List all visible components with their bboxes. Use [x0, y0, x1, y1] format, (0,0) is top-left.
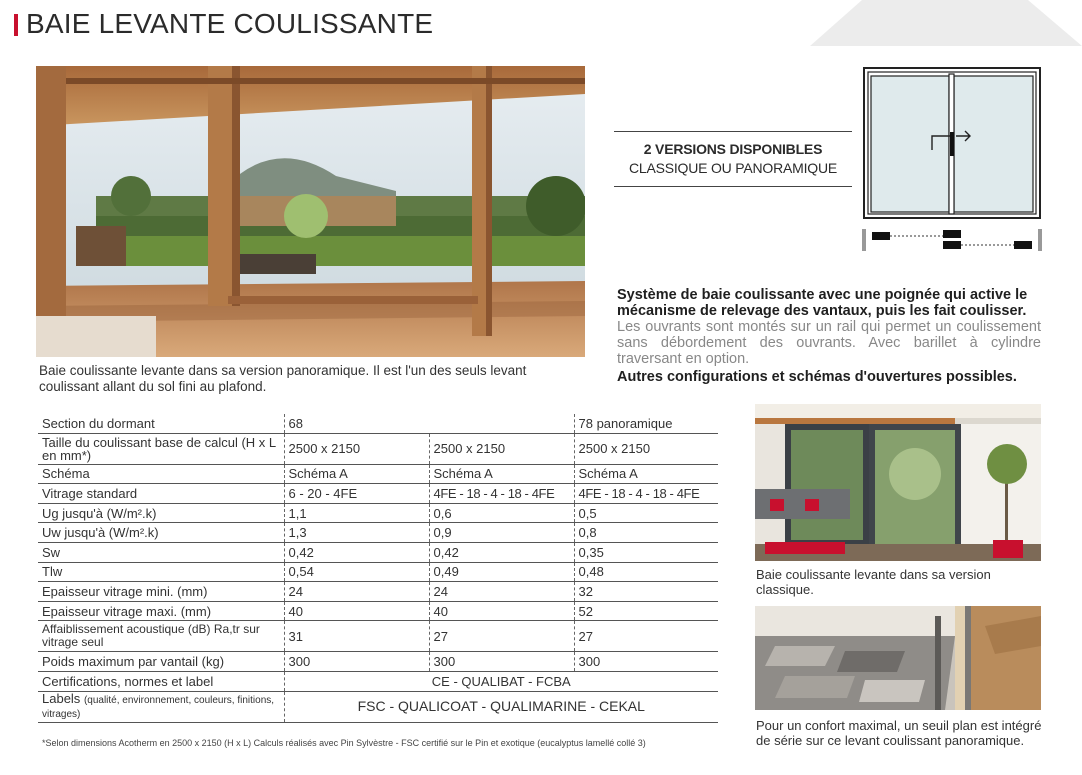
spec-value: 4FE - 18 - 4 - 18 - 4FE — [574, 484, 718, 504]
spec-value: 0,48 — [574, 562, 718, 582]
panoramic-photo-caption: Baie coulissante levante dans sa version panoramique. Il est l'un des seuls levant coulissant allant du sol fini au plafond. — [39, 363, 527, 394]
classic-version-photo — [755, 404, 1041, 561]
spec-value: 0,8 — [574, 523, 718, 543]
spec-label: Ug jusqu'à (W/m².k) — [38, 503, 284, 523]
spec-label: Vitrage standard — [38, 484, 284, 504]
spec-label: Taille du coulissant base de calcul (H x L en mm*) — [38, 433, 284, 464]
spec-value: 1,1 — [284, 503, 429, 523]
spec-value: 2500 x 2150 — [284, 433, 429, 464]
product-description — [617, 287, 1041, 385]
table-row — [38, 523, 718, 543]
spec-value: 0,9 — [429, 523, 574, 543]
specifications-table — [38, 414, 718, 723]
spec-value: 0,54 — [284, 562, 429, 582]
spec-value: 32 — [574, 582, 718, 602]
spec-label: Schéma — [38, 464, 284, 484]
spec-label: Poids maximum par vantail (kg) — [38, 652, 284, 672]
spec-value: 6 - 20 - 4FE — [284, 484, 429, 504]
description-details: Les ouvrants sont montés sur un rail qui permet un coulissement sans débordement des ouvrants. Avec barillet à cylindre traversant en option. — [617, 319, 1041, 367]
spec-value: 24 — [429, 582, 574, 602]
panoramic-sliding-door-photo — [36, 66, 585, 357]
spec-label: Uw jusqu'à (W/m².k) — [38, 523, 284, 543]
spec-value: 0,35 — [574, 542, 718, 562]
spec-value: 31 — [284, 621, 429, 652]
description-intro: Système de baie coulissante avec une poignée qui active le mécanisme de relevage des vantaux, puis les fait coulisser. — [617, 287, 1028, 319]
table-row — [38, 652, 718, 672]
threshold-photo-caption: Pour un confort maximal, un seuil plan est intégré de série sur ce levant coulissant panoramique. — [756, 718, 1042, 748]
footnote: *Selon dimensions Acotherm en 2500 x 2150 (H x L) Calculs réalisés avec Pin Sylvèstre - FSC certifié sur le Pin et exotique (eucalyptus lamellé collé 3) — [42, 738, 646, 748]
table-row — [38, 671, 718, 691]
spec-value: 300 — [284, 652, 429, 672]
spec-value: 27 — [574, 621, 718, 652]
spec-label: Section du dormant — [38, 414, 284, 433]
certifications-value: CE - QUALIBAT - FCBA — [284, 671, 718, 691]
spec-value: Schéma A — [574, 464, 718, 484]
description-other-configs: Autres configurations et schémas d'ouvertures possibles. — [617, 369, 1017, 385]
table-row — [38, 582, 718, 602]
spec-label: Certifications, normes et label — [38, 671, 284, 691]
spec-value: 300 — [574, 652, 718, 672]
spec-label: Epaisseur vitrage maxi. (mm) — [38, 601, 284, 621]
labels-value: FSC - QUALICOAT - QUALIMARINE - CEKAL — [284, 691, 718, 722]
spec-value: 0,42 — [429, 542, 574, 562]
table-row — [38, 433, 718, 464]
spec-label: Sw — [38, 542, 284, 562]
spec-label: Epaisseur vitrage mini. (mm) — [38, 582, 284, 602]
table-row — [38, 691, 718, 722]
versions-subtitle: CLASSIQUE OU PANORAMIQUE — [628, 160, 838, 176]
spec-value: Schéma A — [284, 464, 429, 484]
versions-title: 2 VERSIONS DISPONIBLES — [643, 141, 823, 157]
spec-value: 68 — [284, 414, 574, 433]
flat-threshold-photo — [755, 606, 1041, 710]
spec-value: 40 — [284, 601, 429, 621]
table-row — [38, 542, 718, 562]
spec-value: 52 — [574, 601, 718, 621]
page-title: BAIE LEVANTE COULISSANTE — [26, 8, 434, 39]
spec-value: 0,6 — [429, 503, 574, 523]
spec-label: Affaiblissement acoustique (dB) Ra,tr sur vitrage seul — [38, 621, 284, 652]
opening-schema-diagram — [862, 66, 1042, 254]
labels-label: Labels — [42, 690, 81, 706]
labels-sublabel: (qualité, environnement, couleurs, finitions, vitrages) — [42, 694, 275, 720]
labels-cell — [38, 691, 284, 722]
table-row — [38, 503, 718, 523]
spec-label: Tlw — [38, 562, 284, 582]
spec-value: 300 — [429, 652, 574, 672]
spec-value: 27 — [429, 621, 574, 652]
spec-value: 1,3 — [284, 523, 429, 543]
title-accent-bar — [14, 14, 18, 36]
spec-value: 0,49 — [429, 562, 574, 582]
table-row — [38, 464, 718, 484]
table-row — [38, 601, 718, 621]
spec-value: 78 panoramique — [574, 414, 718, 433]
spec-value: 40 — [429, 601, 574, 621]
table-row — [38, 621, 718, 652]
spec-value: Schéma A — [429, 464, 574, 484]
classic-photo-caption: Baie coulissante levante dans sa version classique. — [756, 567, 991, 597]
spec-value: 2500 x 2150 — [574, 433, 718, 464]
table-row — [38, 562, 718, 582]
versions-box — [614, 131, 852, 187]
spec-value: 2500 x 2150 — [429, 433, 574, 464]
spec-value: 0,42 — [284, 542, 429, 562]
table-row — [38, 484, 718, 504]
spec-value: 24 — [284, 582, 429, 602]
corner-decoration — [810, 0, 1082, 46]
table-row — [38, 414, 718, 433]
spec-value: 0,5 — [574, 503, 718, 523]
spec-value: 4FE - 18 - 4 - 18 - 4FE — [429, 484, 574, 504]
